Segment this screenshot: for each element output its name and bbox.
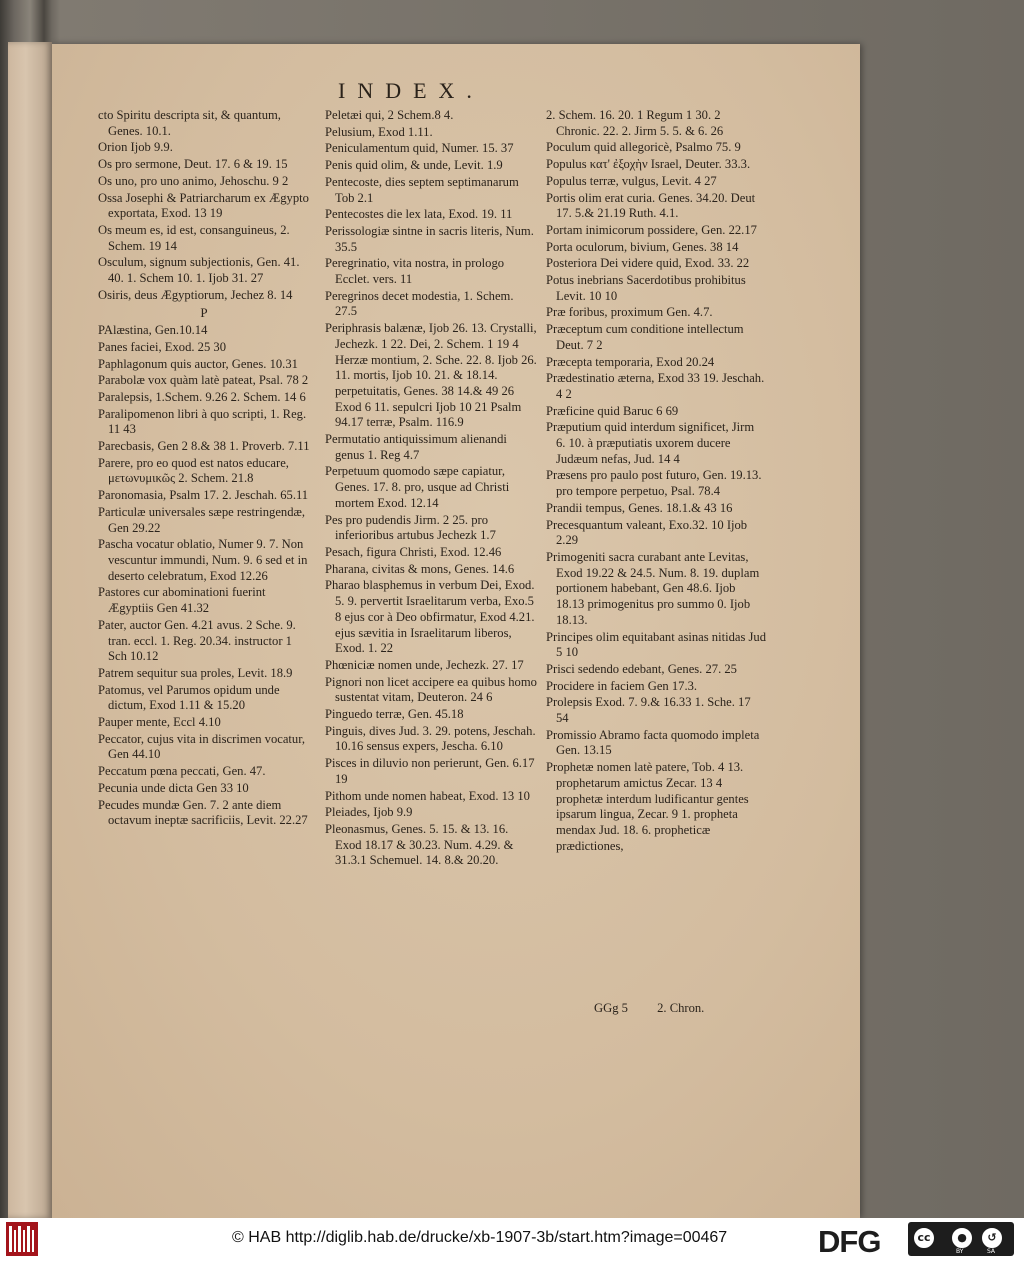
source-link[interactable]: © HAB http://diglib.hab.de/drucke/xb-1907-3b/start.htm?image=00467	[232, 1229, 728, 1246]
index-entry: 2. Schem. 16. 20. 1 Regum 1 30. 2 Chronic. 22. 2. Jirm 5. 5. & 6. 26	[546, 108, 724, 138]
index-entry: Pastores cur abominationi fuerint Ægyptiis Gen 41.32	[98, 585, 266, 616]
index-entry: Os uno, pro uno animo, Jehoschu. 9 2	[98, 173, 289, 188]
index-entry: Poculum quid allegoricè, Psalmo 75. 9	[546, 140, 741, 155]
index-entry: Portis olim erat curia. Genes. 34.20. Deut 17. 5.& 21.19 Ruth. 4.1.	[546, 190, 756, 221]
index-entry: Pignori non licet accipere ea quibus homo sustentat vitam, Deuteron. 24 6	[325, 674, 537, 705]
index-entry: Pecudes mundæ Gen. 7. 2 ante diem octavum ineptæ sacrificiis, Levit. 22.27	[98, 797, 308, 828]
index-entry: Posteriora Dei videre quid, Exod. 33. 22	[546, 256, 750, 271]
index-entry: Principes olim equitabant asinas nitidas Jud 5 10	[546, 629, 767, 660]
index-entry: Porta oculorum, bivium, Genes. 38 14	[546, 239, 739, 254]
index-entry: Perpetuum quomodo sæpe capiatur, Genes. 17. 8. pro, usque ad Christi mortem Exod. 12.14	[325, 464, 510, 510]
index-entry: Pinguis, dives Jud. 3. 29. potens, Jeschah. 10.16 sensus expers, Jescha. 6.10	[325, 723, 536, 754]
cc-license-badge[interactable]	[908, 1222, 1014, 1256]
index-entry: Peregrinos decet modestia, 1. Schem. 27.5	[325, 288, 514, 319]
viewer-footer	[0, 1218, 1024, 1261]
index-entry: Parecbasis, Gen 2 8.& 38 1. Proverb. 7.11	[98, 439, 310, 454]
index-entry: Peccator, cujus vita in discrimen vocatur, Gen 44.10	[98, 731, 306, 762]
index-entry: Peniculamentum quid, Numer. 15. 37	[325, 141, 514, 156]
index-entry: Paralipomenon libri à quo scripti, 1. Reg. 11 43	[98, 406, 307, 437]
index-entry: Os meum es, id est, consanguineus, 2. Schem. 19 14	[98, 222, 290, 253]
index-entry: Prisci sedendo edebant, Genes. 27. 25	[546, 661, 737, 676]
index-entry: Orion Ijob 9.9.	[98, 140, 173, 155]
page-title: INDEX.	[338, 78, 484, 103]
index-entry: Pinguedo terræ, Gen. 45.18	[325, 707, 464, 722]
index-entry: Pleonasmus, Genes. 5. 15. & 13. 16. Exod 18.17 & 30.23. Num. 4.29. & 31.3.1 Schemuel. 14. 8.& 20.20.	[325, 821, 514, 868]
index-entry: Ossa Josephi & Patriarcharum ex Ægypto exportata, Exod. 13 19	[98, 190, 309, 221]
index-entry: Portam inimicorum possidere, Gen. 22.17	[546, 222, 757, 237]
index-entry: Præficine quid Baruc 6 69	[546, 403, 679, 418]
facing-page-edge	[8, 42, 52, 1218]
signature-mark: GGg 5	[594, 1001, 628, 1015]
index-entry: Populus κατ' ἐξοχὴν Israel, Deuter. 33.3.	[546, 157, 751, 172]
index-entry: Præsens pro paulo post futuro, Gen. 19.13. pro tempore perpetuo, Psal. 78.4	[546, 468, 762, 499]
index-entry: Patomus, vel Parumos opidum unde dictum, Exod 1.11 & 15.20	[98, 682, 280, 713]
dfg-logo[interactable]: DFG	[818, 1224, 881, 1259]
index-entry: Pater, auctor Gen. 4.21 avus. 2 Sche. 9. tran. eccl. 1. Reg. 20.34. instructor 1 Sch 10.12	[98, 617, 296, 664]
index-entry: Penis quid olim, & unde, Levit. 1.9	[325, 158, 503, 173]
index-entry: Paphlagonum quis auctor, Genes. 10.31	[98, 356, 298, 371]
index-entry: cto Spiritu descripta sit, & quantum, Genes. 10.1.	[98, 108, 281, 138]
index-entry: Pithom unde nomen habeat, Exod. 13 10	[325, 788, 530, 803]
catchword: 2. Chron.	[657, 1001, 705, 1015]
index-entry: Pharao blasphemus in verbum Dei, Exod. 5. 9. pervertit Israelitarum verba, Exo.5 8 ejus cor à Deo obfirmatur, Exod 4.21. ejus sævitia in Israelitarum liberos, Exod. 1. 22	[325, 578, 535, 656]
index-entry: Præ foribus, proximum Gen. 4.7.	[546, 305, 713, 320]
index-entry: Præceptum cum conditione intellectum Deut. 7 2	[546, 322, 744, 352]
index-entry: Pleiades, Ijob 9.9	[325, 805, 413, 820]
index-entry: Os pro sermone, Deut. 17. 6 & 19. 15	[98, 157, 288, 172]
index-entry: Peregrinatio, vita nostra, in prologo Ecclet. vers. 11	[325, 256, 505, 287]
index-entry: Paronomasia, Psalm 17. 2. Jeschah. 65.11	[98, 488, 309, 503]
index-entry: Pharana, civitas & mons, Genes. 14.6	[325, 561, 515, 576]
index-entry: Osiris, deus Ægyptiorum, Jechez 8. 14	[98, 287, 293, 302]
index-entry: Pauper mente, Eccl 4.10	[98, 715, 221, 730]
index-entry: Precesquantum valeant, Exo.32. 10 Ijob 2.29	[546, 517, 748, 548]
index-entry: Prophetæ nomen latè patere, Tob. 4 13. prophetarum amictus Zecar. 13 4 prophetæ interdum ludificantur gentes ipsarum lingua, Zecar. 9 1. propheta mendax Jud. 18. 6. propheticæ prædictiones,	[546, 760, 749, 853]
index-entry: Paralepsis, 1.Schem. 9.26 2. Schem. 14 6	[98, 389, 306, 404]
index-entry: Pisces in diluvio non perierunt, Gen. 6.17 19	[325, 756, 535, 786]
index-entry: Periphrasis balænæ, Ijob 26. 13. Crystalli, Jechezk. 1 22. Dei, 2. Schem. 1 19 4 Herzæ montium, 2. Sche. 22. 8. Ijob 26. 11. mortis, Ijob 10. 21. & 18.14. perpetuitatis, Genes. 38 14.& 49 26 Exod 6 11. sepulcri Ijob 10 21 Psalm 94.17 terræ, Psalm. 116.9	[325, 321, 537, 430]
index-entry: Promissio Abramo facta quomodo impleta Gen. 13.15	[546, 727, 760, 758]
index-entry: Peletæi qui, 2 Schem.8 4.	[325, 108, 454, 122]
index-entry: Præputium quid interdum significet, Jirm 6. 10. à præputiatis uxorem ducere Judæum nefas, Jud. 14 4	[546, 420, 755, 466]
signature-catchword	[594, 1001, 784, 1016]
index-entry: Prandii tempus, Genes. 18.1.& 43 16	[546, 500, 733, 515]
index-entry: Pesach, figura Christi, Exod. 12.46	[325, 544, 502, 559]
index-entry: Pentecostes die lex lata, Exod. 19. 11	[325, 207, 513, 222]
by-label: BY	[956, 1248, 964, 1255]
section-letter: P	[200, 305, 208, 321]
sa-icon: ↺	[980, 1226, 1004, 1250]
index-entry: Parere, pro eo quod est natos educare, μετωνυμικῶς 2. Schem. 21.8	[98, 455, 289, 486]
index-entry: Pes pro pudendis Jirm. 2 25. pro inferioribus artubus Jechezk 1.7	[325, 512, 496, 543]
index-entry: Phœniciæ nomen unde, Jechezk. 27. 17	[325, 657, 524, 672]
index-entry: Panes faciei, Exod. 25 30	[98, 339, 227, 354]
index-entry: Populus terræ, vulgus, Levit. 4 27	[546, 173, 717, 188]
index-entry: Pentecoste, dies septem septimanarum Tob 2.1	[325, 174, 519, 205]
by-icon: ●	[950, 1226, 974, 1250]
hab-logo-icon[interactable]	[6, 1222, 38, 1256]
index-entry: Permutatio antiquissimum alienandi genus 1. Reg 4.7	[325, 432, 507, 462]
index-entry: Prolepsis Exod. 7. 9.& 16.33 1. Sche. 17 54	[546, 695, 751, 726]
index-entry: Particulæ universales sæpe restringendæ, Gen 29.22	[98, 504, 306, 535]
index-entry: Osculum, signum subjectionis, Gen. 41. 40. 1. Schem 10. 1. Ijob 31. 27	[98, 255, 300, 286]
index-entry: Prædestinatio æterna, Exod 33 19. Jeschah. 4 2	[546, 371, 765, 401]
cc-icon: cc	[912, 1226, 936, 1250]
index-entry: Pelusium, Exod 1.11.	[325, 124, 433, 139]
index-entry: Pascha vocatur oblatio, Numer 9. 7. Non vescuntur immundi, Num. 9. 6 sed et in deserto celebratum, Exod 12.26	[98, 537, 308, 583]
index-entry: Potus inebrians Sacerdotibus prohibitus Levit. 10 10	[546, 273, 746, 303]
index-column-3	[546, 108, 766, 855]
index-entry: Parabolæ vox quàm latè pateat, Psal. 78 2	[98, 373, 309, 388]
index-entry: Procidere in faciem Gen 17.3.	[546, 678, 698, 693]
index-entry: Peccatum pœna peccati, Gen. 47.	[98, 764, 266, 779]
sa-label: SA	[987, 1248, 996, 1255]
index-entry: Præcepta temporaria, Exod 20.24	[546, 354, 715, 369]
index-entry: Perissologiæ sintne in sacris literis, Num. 35.5	[325, 223, 534, 254]
index-entry: Pecunia unde dicta Gen 33 10	[98, 780, 249, 795]
index-entry: Primogeniti sacra curabant ante Levitas, Exod 19.22 & 24.5. Num. 8. 19. duplam portionem habebant, Gen 48.6. Ijob 18.13 primogenitus pro summo 0. Ijob 18.13.	[546, 549, 760, 627]
index-column-2	[325, 108, 537, 870]
index-entry: PAlæstina, Gen.10.14	[98, 323, 208, 338]
index-column-1	[98, 108, 310, 830]
index-entry: Patrem sequitur sua proles, Levit. 18.9	[98, 665, 293, 680]
